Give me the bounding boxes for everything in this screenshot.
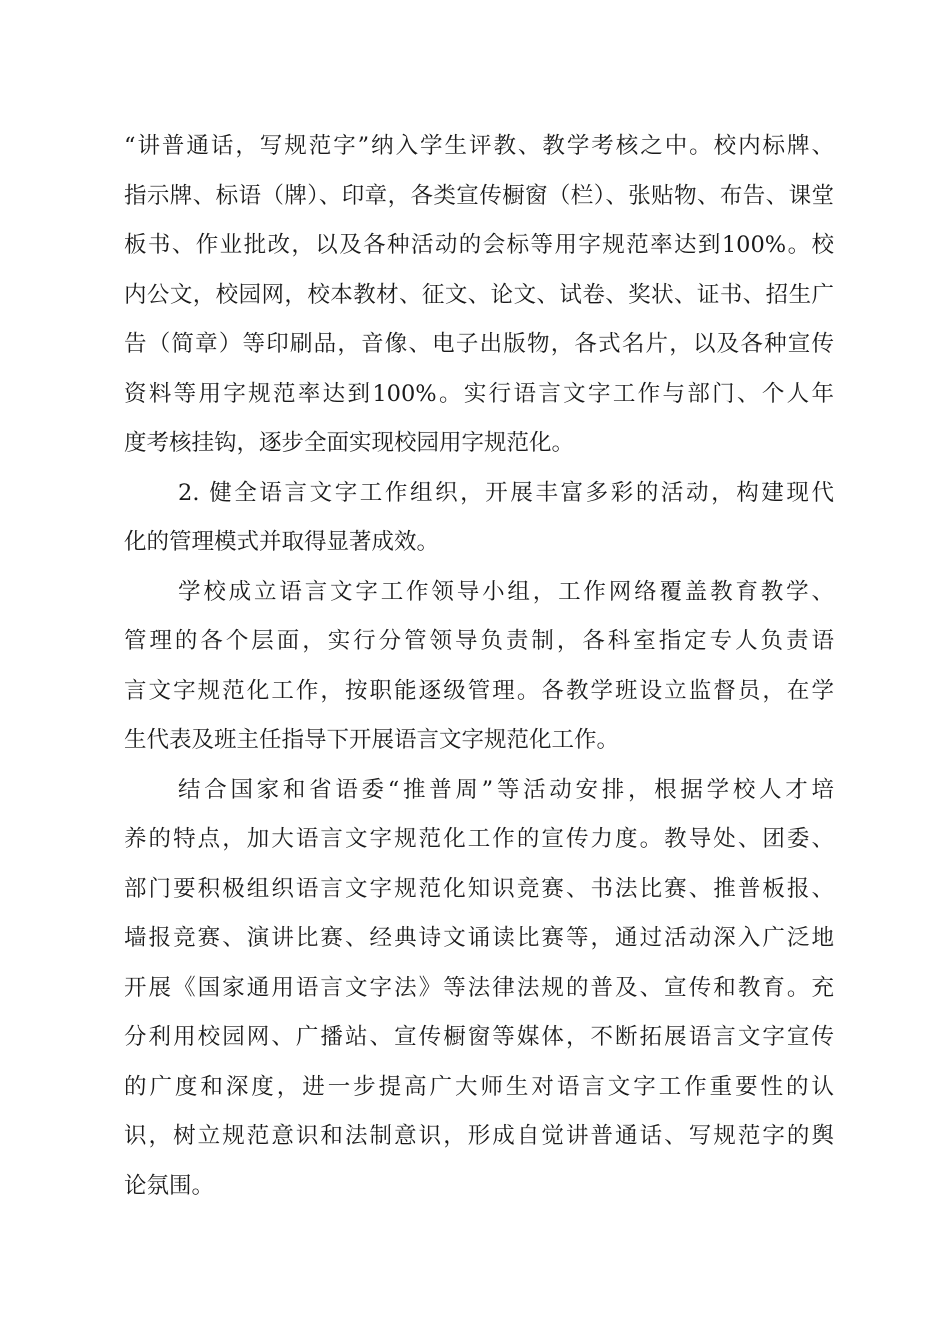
text-line: 生代表及班主任指导下开展语言文字规范化工作。 <box>124 727 620 753</box>
text-line: 开展《国家通用语言文字法》等法律法规的普及、宣传和教育。充 <box>124 974 834 1001</box>
text-line: 的广度和深度，进一步提高广大师生对语言文字工作重要性的认 <box>124 1073 834 1100</box>
text-line: 2. 健全语言文字工作组织，开展丰富多彩的活动，构建现代 <box>178 479 834 506</box>
paragraph-heading <box>124 469 834 568</box>
text-line: 内公文，校园网，校本教材、征文、论文、试卷、奖状、证书、招生广 <box>124 281 834 308</box>
text-line: 指示牌、标语（牌）、印章，各类宣传橱窗（栏）、张贴物、布告、课堂 <box>124 182 834 209</box>
text-line: 养的特点，加大语言文字规范化工作的宣传力度。教导处、团委、 <box>124 826 834 852</box>
text-line: 化的管理模式并取得显著成效。 <box>124 529 440 555</box>
text-line: 板书、作业批改，以及各种活动的会标等用字规范率达到100%。校 <box>124 232 834 258</box>
text-line: 论氛围。 <box>124 1172 215 1199</box>
text-line: 告（简章）等印刷品，音像、电子出版物，各式名片，以及各种宣传 <box>124 331 834 357</box>
text-line: 度考核挂钩，逐步全面实现校园用字规范化。 <box>124 430 575 456</box>
text-line: 言文字规范化工作，按职能逐级管理。各教学班设立监督员，在学 <box>124 677 834 704</box>
text-line: 学校成立语言文字工作领导小组，工作网络覆盖教育教学、 <box>178 578 834 605</box>
paragraph <box>124 122 834 469</box>
text-line: 资料等用字规范率达到100%。实行语言文字工作与部门、个人年 <box>124 380 834 407</box>
paragraph <box>124 766 834 1212</box>
text-line: 部门要积极组织语言文字规范化知识竞赛、书法比赛、推普板报、 <box>124 875 834 902</box>
document-body <box>124 122 834 1211</box>
text-line: 管理的各个层面，实行分管领导负责制，各科室指定专人负责语 <box>124 628 834 654</box>
text-line: “讲普通话，写规范字”纳入学生评教、教学考核之中。校内标牌、 <box>124 133 834 159</box>
text-line: 识，树立规范意识和法制意识，形成自觉讲普通话、写规范字的舆 <box>124 1123 834 1149</box>
text-line: 分利用校园网、广播站、宣传橱窗等媒体，不断拓展语言文字宣传 <box>124 1024 834 1050</box>
paragraph <box>124 568 834 766</box>
text-line: 墙报竞赛、演讲比赛、经典诗文诵读比赛等，通过活动深入广泛地 <box>124 925 834 951</box>
text-line: 结合国家和省语委“推普周”等活动安排，根据学校人才培 <box>178 776 834 803</box>
